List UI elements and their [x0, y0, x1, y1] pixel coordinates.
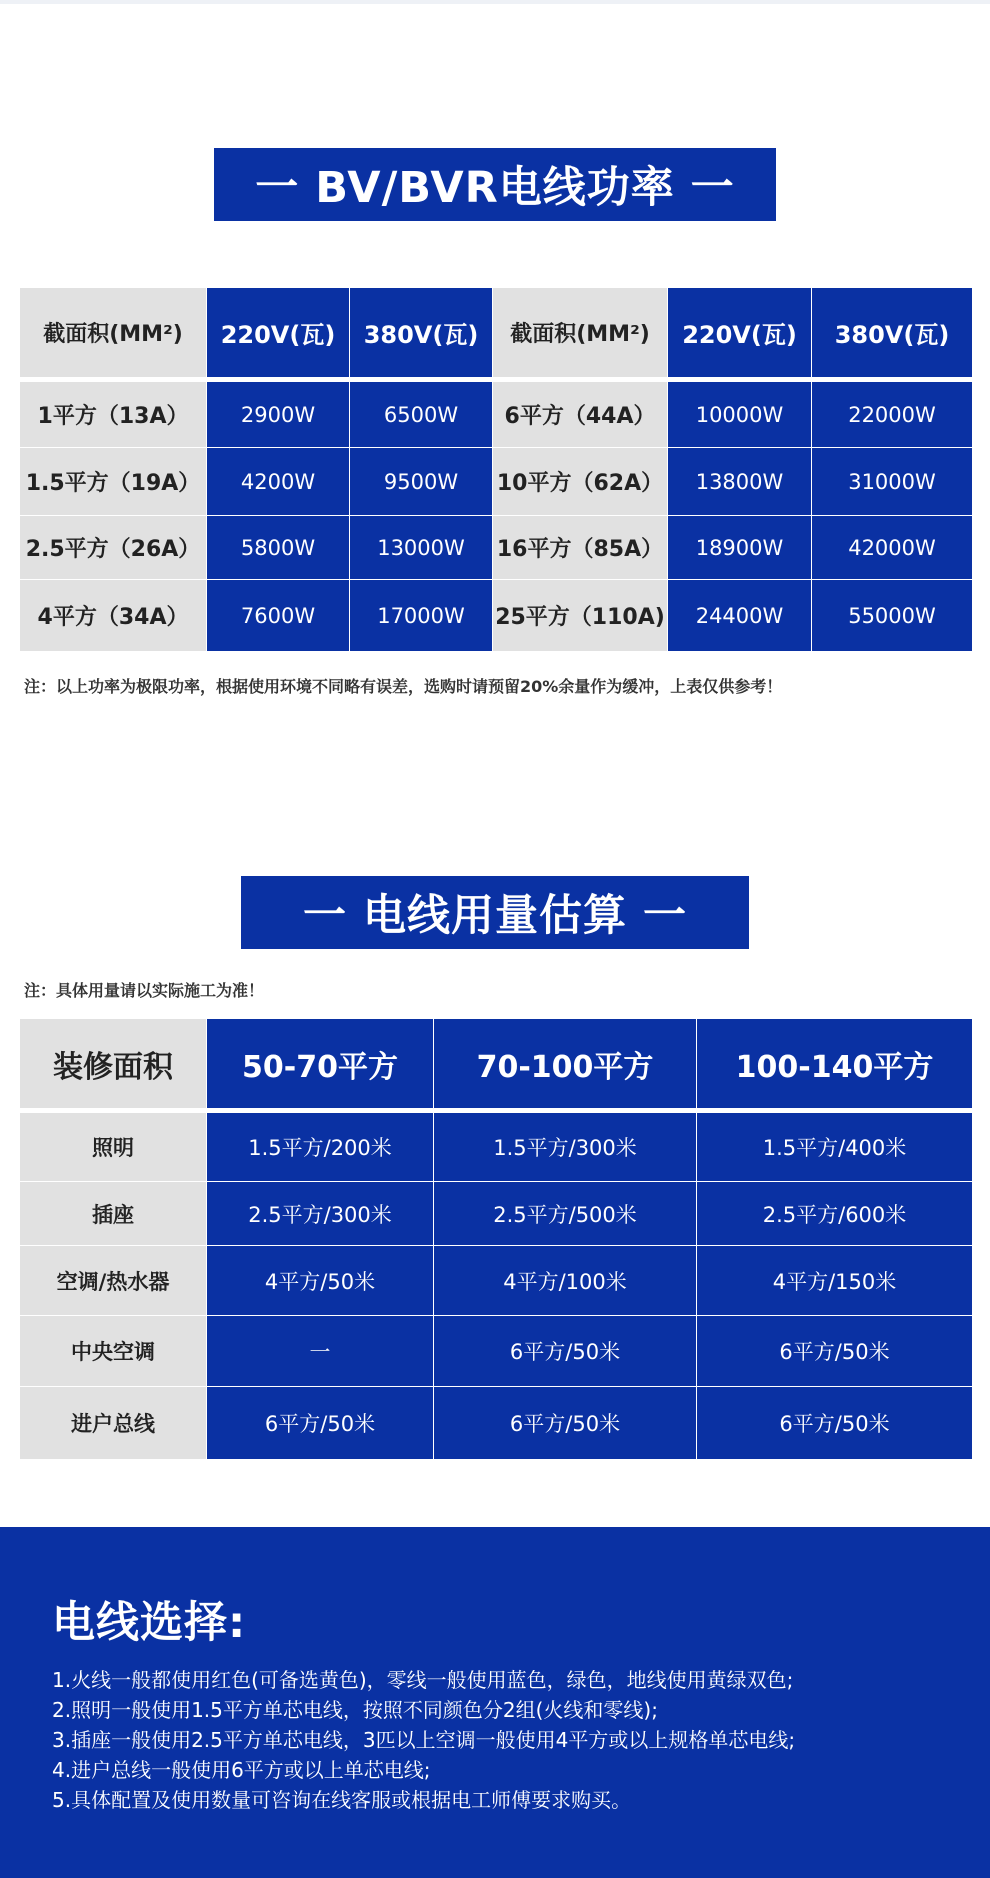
table-cell: 10000W — [668, 380, 812, 448]
table-cell: 4平方（34A） — [20, 580, 207, 652]
table-cell: 4平方/50米 — [207, 1246, 434, 1316]
table-cell: 2.5平方/600米 — [697, 1182, 973, 1246]
table-cell: 6平方/50米 — [697, 1316, 973, 1387]
list-item: 1.火线一般都使用红色(可备选黄色)，零线一般使用蓝色，绿色，地线使用黄绿双色; — [52, 1668, 794, 1692]
header-cross-section: 截面积(MM²) — [20, 288, 207, 380]
table-cell: 1.5平方/400米 — [697, 1111, 973, 1182]
usage-section-title: 一 电线用量估算 一 — [241, 876, 749, 949]
table-cell: 4平方/100米 — [434, 1246, 697, 1316]
header-range: 70-100平方 — [434, 1019, 697, 1111]
table-cell: 一 — [207, 1316, 434, 1387]
table-cell: 55000W — [812, 580, 973, 652]
table-cell: 17000W — [350, 580, 493, 652]
wire-selection-panel — [0, 1527, 990, 1878]
table-cell: 进户总线 — [20, 1387, 207, 1460]
usage-table — [19, 1018, 973, 1460]
list-item: 3.插座一般使用2.5平方单芯电线，3匹以上空调一般使用4平方或以上规格单芯电线; — [52, 1728, 796, 1752]
table-cell: 6平方/50米 — [434, 1316, 697, 1387]
table-row — [20, 1387, 973, 1460]
table-cell: 10平方（62A） — [493, 448, 668, 516]
table-cell: 空调/热水器 — [20, 1246, 207, 1316]
table-row — [20, 380, 973, 448]
table-cell: 6平方/50米 — [434, 1387, 697, 1460]
table-cell: 插座 — [20, 1182, 207, 1246]
usage-table-header — [20, 1019, 973, 1111]
table-row — [20, 448, 973, 516]
table-cell: 5800W — [207, 516, 350, 580]
table-cell: 2.5平方（26A） — [20, 516, 207, 580]
table-cell: 6平方/50米 — [207, 1387, 434, 1460]
table-cell: 2900W — [207, 380, 350, 448]
power-table — [19, 287, 973, 652]
header-220v: 220V(瓦) — [668, 288, 812, 380]
power-table-header — [20, 288, 973, 380]
table-cell: 18900W — [668, 516, 812, 580]
table-row — [20, 580, 973, 652]
table-cell: 中央空调 — [20, 1316, 207, 1387]
wire-selection-title: 电线选择: — [52, 1598, 247, 1648]
table-cell: 25平方（110A) — [493, 580, 668, 652]
header-range: 100-140平方 — [697, 1019, 973, 1111]
header-380v: 380V(瓦) — [350, 288, 493, 380]
list-item: 5.具体配置及使用数量可咨询在线客服或根据电工师傅要求购买。 — [52, 1788, 632, 1812]
table-cell: 24400W — [668, 580, 812, 652]
table-row — [20, 1182, 973, 1246]
header-range: 50-70平方 — [207, 1019, 434, 1111]
table-cell: 42000W — [812, 516, 973, 580]
table-cell: 2.5平方/300米 — [207, 1182, 434, 1246]
table-cell: 6500W — [350, 380, 493, 448]
table-cell: 9500W — [350, 448, 493, 516]
table-cell: 2.5平方/500米 — [434, 1182, 697, 1246]
table-row — [20, 1316, 973, 1387]
table-cell: 6平方（44A） — [493, 380, 668, 448]
table-cell: 1.5平方（19A） — [20, 448, 207, 516]
header-cross-section: 截面积(MM²) — [493, 288, 668, 380]
header-380v: 380V(瓦) — [812, 288, 973, 380]
table-cell: 16平方（85A） — [493, 516, 668, 580]
table-cell: 13000W — [350, 516, 493, 580]
table-cell: 31000W — [812, 448, 973, 516]
table-row — [20, 1111, 973, 1182]
table-cell: 1平方（13A） — [20, 380, 207, 448]
table-cell: 13800W — [668, 448, 812, 516]
table-cell: 照明 — [20, 1111, 207, 1182]
table-row — [20, 1246, 973, 1316]
usage-table-note: 注：具体用量请以实际施工为准！ — [24, 981, 265, 1000]
power-table-note: 注：以上功率为极限功率，根据使用环境不同略有误差，选购时请预留20%余量作为缓冲，上表仅供参考！ — [24, 677, 783, 696]
wire-selection-list — [52, 1665, 795, 1815]
power-section-title: 一 BV/BVR电线功率 一 — [214, 148, 776, 221]
header-area: 装修面积 — [20, 1019, 207, 1111]
table-cell: 22000W — [812, 380, 973, 448]
table-cell: 1.5平方/300米 — [434, 1111, 697, 1182]
header-220v: 220V(瓦) — [207, 288, 350, 380]
table-cell: 4200W — [207, 448, 350, 516]
table-cell: 7600W — [207, 580, 350, 652]
list-item: 2.照明一般使用1.5平方单芯电线，按照不同颜色分2组(火线和零线); — [52, 1698, 658, 1722]
table-cell: 6平方/50米 — [697, 1387, 973, 1460]
list-item: 4.进户总线一般使用6平方或以上单芯电线; — [52, 1758, 431, 1782]
top-divider — [0, 0, 990, 4]
table-cell: 4平方/150米 — [697, 1246, 973, 1316]
table-cell: 1.5平方/200米 — [207, 1111, 434, 1182]
table-row — [20, 516, 973, 580]
